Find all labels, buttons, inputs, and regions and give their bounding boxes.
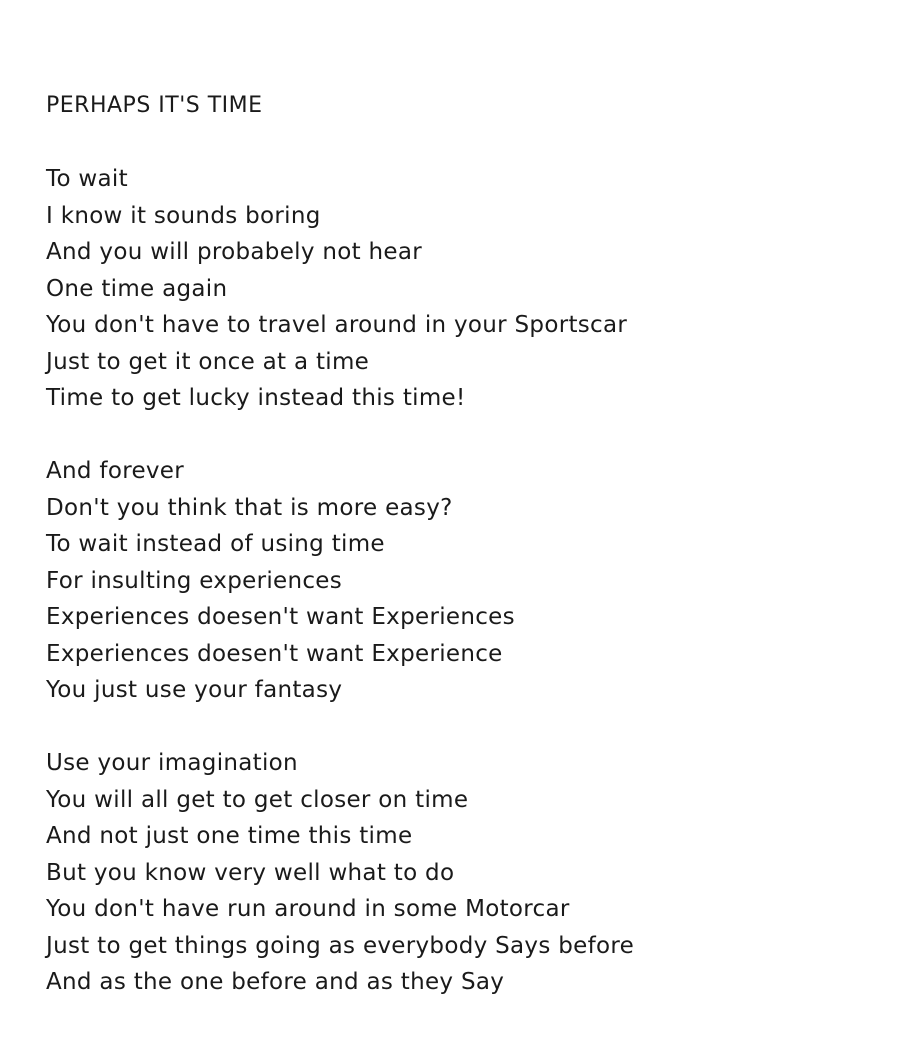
poem-line: You don't have run around in some Motorcar	[46, 896, 570, 922]
poem-line: And you will probabely not hear	[46, 239, 423, 265]
poem-line: And as the one before and as they Say	[46, 969, 505, 995]
poem-line: And forever	[46, 458, 185, 484]
stanza-1	[46, 161, 886, 417]
stanza-2	[46, 453, 886, 709]
poem-line: To wait instead of using time	[46, 531, 385, 557]
poem-line: I know it sounds boring	[46, 202, 321, 229]
poem-line: Just to get it once at a time	[46, 348, 370, 375]
poem-line: Don't you think that is more easy?	[46, 494, 453, 521]
poem-line: You don't have to travel around in your Sportscar	[46, 312, 628, 338]
poem-line: And not just one time this time	[46, 823, 413, 849]
poem-title: PERHAPS IT'S TIME	[46, 93, 263, 118]
poem-line: To wait	[46, 166, 128, 192]
poem-line: You just use your fantasy	[46, 677, 343, 703]
poem-line: Use your imagination	[46, 750, 298, 776]
poem-line: Just to get things going as everybody Says before	[46, 932, 635, 959]
poem	[46, 88, 886, 1037]
poem-line: Experiences doesen't want Experience	[46, 640, 503, 667]
poem-line: But you know very well what to do	[46, 859, 455, 886]
poem-line: Time to get lucky instead this time!	[46, 385, 466, 411]
poem-line: One time again	[46, 275, 228, 302]
stanza-3	[46, 745, 886, 1001]
poem-line: Experiences doesen't want Experiences	[46, 604, 515, 630]
poem-line: You will all get to get closer on time	[46, 786, 469, 813]
poem-line: For insulting experiences	[46, 567, 343, 594]
